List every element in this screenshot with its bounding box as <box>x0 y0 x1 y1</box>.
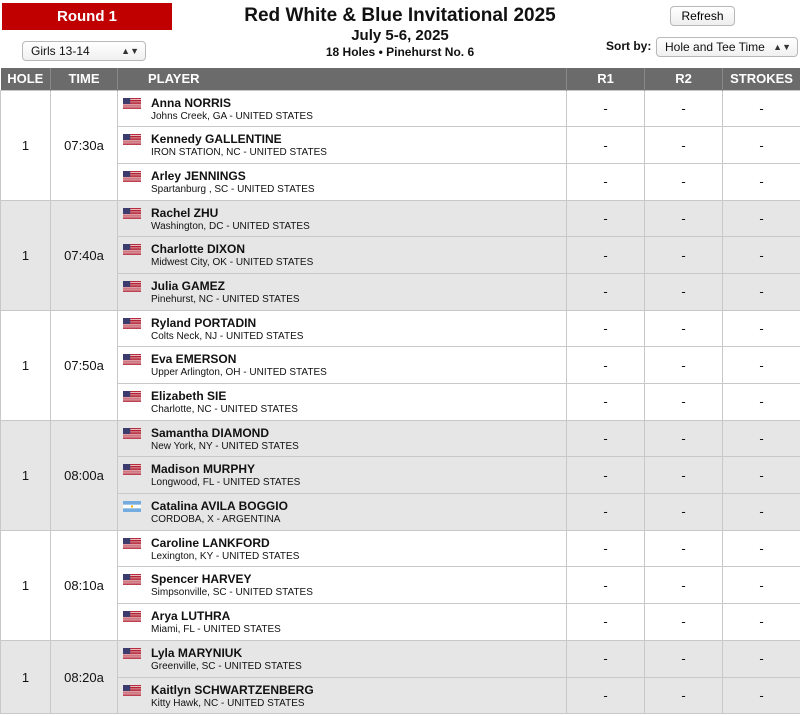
player-location: Spartanburg , SC - UNITED STATES <box>151 183 315 195</box>
us-flag-icon <box>123 537 141 548</box>
strokes-total: - <box>723 530 800 567</box>
hole-cell: 1 <box>1 90 51 200</box>
refresh-button[interactable]: Refresh <box>670 6 735 26</box>
strokes-total: - <box>723 200 800 237</box>
r1-score: - <box>567 347 645 384</box>
us-flag-icon <box>123 684 141 695</box>
player-cell[interactable] <box>118 127 567 164</box>
strokes-total: - <box>723 384 800 421</box>
player-cell[interactable] <box>118 384 567 421</box>
table-row <box>1 494 800 531</box>
tee-time-cell: 08:10a <box>51 530 118 640</box>
player-cell[interactable] <box>118 530 567 567</box>
player-location: Miami, FL - UNITED STATES <box>151 624 281 636</box>
strokes-total: - <box>723 163 800 200</box>
r1-score: - <box>567 90 645 127</box>
r1-score: - <box>567 530 645 567</box>
strokes-total: - <box>723 677 800 714</box>
r2-score: - <box>645 200 723 237</box>
strokes-total: - <box>723 90 800 127</box>
sort-select[interactable] <box>656 37 798 57</box>
chevron-updown-icon: ▲▼ <box>121 46 139 56</box>
division-select[interactable] <box>22 41 146 61</box>
player-cell[interactable] <box>118 457 567 494</box>
strokes-total: - <box>723 237 800 274</box>
column-header-strokes[interactable]: STROKES <box>723 68 800 90</box>
player-cell[interactable] <box>118 200 567 237</box>
player-name[interactable]: Caroline LANKFORD <box>151 535 270 550</box>
r1-score: - <box>567 200 645 237</box>
round-badge[interactable]: Round 1 <box>2 3 172 30</box>
argentina-flag-icon <box>123 500 141 511</box>
hole-cell: 1 <box>1 530 51 640</box>
player-cell[interactable] <box>118 310 567 347</box>
r1-score: - <box>567 640 645 677</box>
us-flag-icon <box>123 573 141 584</box>
r2-score: - <box>645 163 723 200</box>
player-name[interactable]: Rachel ZHU <box>151 205 219 220</box>
table-row <box>1 310 800 347</box>
player-name[interactable]: Ryland PORTADIN <box>151 315 257 330</box>
us-flag-icon <box>123 243 141 254</box>
strokes-total: - <box>723 273 800 310</box>
table-row <box>1 127 800 164</box>
course-info: 18 Holes • Pinehurst No. 6 <box>325 45 475 59</box>
tee-time-cell: 07:30a <box>51 90 118 200</box>
table-row <box>1 677 800 714</box>
division-select-value: Girls 13-14 <box>31 44 90 58</box>
player-location: Charlotte, NC - UNITED STATES <box>151 404 298 415</box>
r2-score: - <box>645 567 723 604</box>
r1-score: - <box>567 237 645 274</box>
us-flag-icon <box>123 463 141 474</box>
r1-score: - <box>567 604 645 641</box>
table-row <box>1 640 800 677</box>
player-name[interactable]: Samantha DIAMOND <box>151 425 270 440</box>
strokes-total: - <box>723 347 800 384</box>
r2-score: - <box>645 677 723 714</box>
us-flag-icon <box>123 353 141 364</box>
player-name[interactable]: Arley JENNINGS <box>151 168 246 183</box>
strokes-total: - <box>723 604 800 641</box>
r1-score: - <box>567 494 645 531</box>
tee-time-cell: 07:50a <box>51 310 118 420</box>
us-flag-icon <box>123 280 141 291</box>
page-header <box>0 0 800 68</box>
player-name[interactable]: Julia GAMEZ <box>151 278 226 293</box>
r2-score: - <box>645 494 723 531</box>
column-header-time[interactable]: TIME <box>51 68 118 90</box>
page-title: Red White & Blue Invitational 2025 <box>244 5 556 26</box>
sort-label: Sort by: <box>606 39 652 53</box>
r2-score: - <box>645 384 723 421</box>
player-cell[interactable] <box>118 604 567 641</box>
r2-score: - <box>645 640 723 677</box>
us-flag-icon <box>123 317 141 328</box>
r1-score: - <box>567 310 645 347</box>
strokes-total: - <box>723 457 800 494</box>
player-location: Upper Arlington, OH - UNITED STATES <box>151 367 327 379</box>
player-cell[interactable] <box>118 163 567 200</box>
player-cell[interactable] <box>118 420 567 457</box>
player-location: CORDOBA, X - ARGENTINA <box>151 514 281 526</box>
player-name[interactable]: Charlotte DIXON <box>151 242 246 257</box>
player-location: Johns Creek, GA - UNITED STATES <box>151 110 313 122</box>
player-location: Midwest City, OK - UNITED STATES <box>151 257 314 269</box>
table-row <box>1 530 800 567</box>
r2-score: - <box>645 237 723 274</box>
table-row <box>1 200 800 237</box>
table-row <box>1 273 800 310</box>
r2-score: - <box>645 420 723 457</box>
player-cell[interactable] <box>118 273 567 310</box>
player-location: Greenville, SC - UNITED STATES <box>151 660 302 672</box>
player-name[interactable]: Spencer HARVEY <box>151 572 252 587</box>
r1-score: - <box>567 384 645 421</box>
tee-time-cell: 08:00a <box>51 420 118 530</box>
r2-score: - <box>645 347 723 384</box>
player-cell[interactable] <box>118 640 567 677</box>
player-location: Kitty Hawk, NC - UNITED STATES <box>151 697 305 709</box>
us-flag-icon <box>123 427 141 438</box>
player-name[interactable]: Kennedy GALLENTINE <box>151 132 282 147</box>
table-row <box>1 90 800 127</box>
r1-score: - <box>567 457 645 494</box>
r2-score: - <box>645 310 723 347</box>
column-header-player[interactable]: PLAYER <box>118 68 567 90</box>
r1-score: - <box>567 163 645 200</box>
us-flag-icon <box>123 133 141 144</box>
player-location: Lexington, KY - UNITED STATES <box>151 550 300 562</box>
player-location: IRON STATION, NC - UNITED STATES <box>151 147 327 159</box>
strokes-total: - <box>723 567 800 604</box>
player-name[interactable]: Arya LUTHRA <box>151 609 231 624</box>
tee-time-cell: 08:20a <box>51 640 118 713</box>
player-location: Pinehurst, NC - UNITED STATES <box>151 293 300 305</box>
column-header-r2[interactable]: R2 <box>645 68 723 90</box>
table-row <box>1 384 800 421</box>
strokes-total: - <box>723 310 800 347</box>
player-cell[interactable] <box>118 90 567 127</box>
table-row <box>1 604 800 641</box>
hole-cell: 1 <box>1 310 51 420</box>
hole-cell: 1 <box>1 640 51 713</box>
column-header-hole[interactable]: HOLE <box>1 68 51 90</box>
r2-score: - <box>645 457 723 494</box>
table-body <box>1 90 800 714</box>
player-location: Longwood, FL - UNITED STATES <box>151 477 301 489</box>
r1-score: - <box>567 567 645 604</box>
player-cell[interactable] <box>118 237 567 274</box>
us-flag-icon <box>123 610 141 621</box>
player-name[interactable]: Elizabeth SIE <box>151 389 227 403</box>
sort-select-value: Hole and Tee Time <box>665 40 765 54</box>
r2-score: - <box>645 530 723 567</box>
table-row <box>1 420 800 457</box>
us-flag-icon <box>123 170 141 181</box>
player-name[interactable]: Anna NORRIS <box>151 95 232 110</box>
event-dates: July 5-6, 2025 <box>351 27 449 44</box>
r2-score: - <box>645 90 723 127</box>
us-flag-icon <box>123 390 141 401</box>
table-header-row <box>1 68 800 90</box>
player-name[interactable]: Catalina AVILA BOGGIO <box>151 499 288 514</box>
tee-time-cell: 07:40a <box>51 200 118 310</box>
us-flag-icon <box>123 647 141 658</box>
hole-cell: 1 <box>1 420 51 530</box>
player-location: New York, NY - UNITED STATES <box>151 440 299 452</box>
r2-score: - <box>645 604 723 641</box>
table-row <box>1 163 800 200</box>
player-cell[interactable] <box>118 677 567 714</box>
table-row <box>1 457 800 494</box>
player-location: Washington, DC - UNITED STATES <box>151 220 310 232</box>
table-row <box>1 347 800 384</box>
table-row <box>1 567 800 604</box>
tee-times-table <box>0 68 800 714</box>
table-row <box>1 237 800 274</box>
player-cell[interactable] <box>118 347 567 384</box>
r1-score: - <box>567 677 645 714</box>
r1-score: - <box>567 127 645 164</box>
us-flag-icon <box>123 97 141 108</box>
player-cell[interactable] <box>118 494 567 531</box>
chevron-updown-icon: ▲▼ <box>773 42 791 52</box>
r2-score: - <box>645 127 723 164</box>
r1-score: - <box>567 420 645 457</box>
strokes-total: - <box>723 640 800 677</box>
r1-score: - <box>567 273 645 310</box>
r2-score: - <box>645 273 723 310</box>
hole-cell: 1 <box>1 200 51 310</box>
player-name[interactable]: Madison MURPHY <box>151 462 256 477</box>
player-name[interactable]: Lyla MARYNIUK <box>151 645 243 660</box>
strokes-total: - <box>723 420 800 457</box>
us-flag-icon <box>123 207 141 218</box>
player-cell[interactable] <box>118 567 567 604</box>
column-header-r1[interactable]: R1 <box>567 68 645 90</box>
player-name[interactable]: Kaitlyn SCHWARTZENBERG <box>151 682 314 697</box>
player-name[interactable]: Eva EMERSON <box>151 352 237 367</box>
strokes-total: - <box>723 127 800 164</box>
strokes-total: - <box>723 494 800 531</box>
player-location: Simpsonville, SC - UNITED STATES <box>151 587 313 599</box>
player-location: Colts Neck, NJ - UNITED STATES <box>151 330 304 342</box>
